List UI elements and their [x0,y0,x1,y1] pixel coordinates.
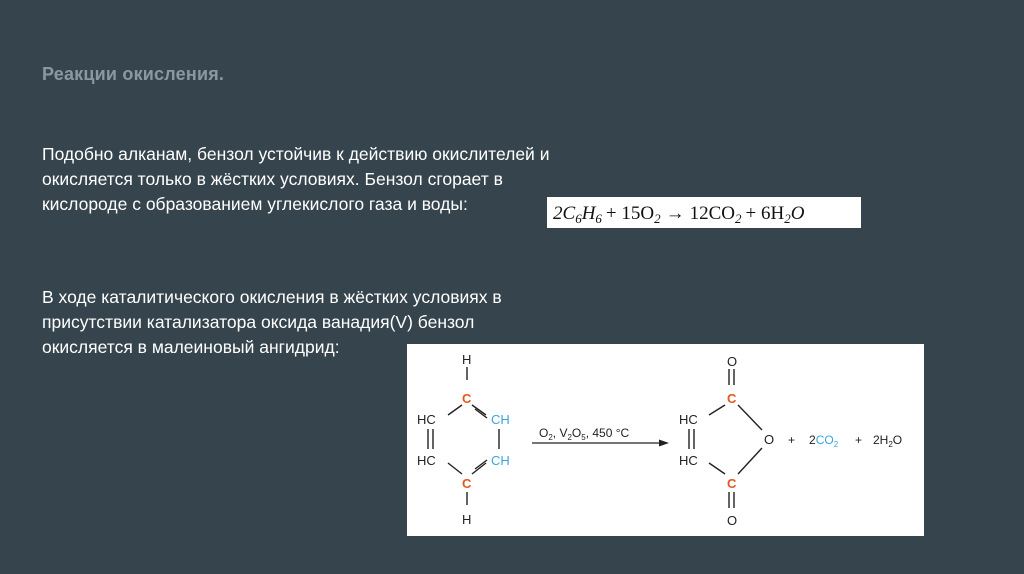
atom-ch: CH [491,453,510,468]
conditions-text [539,426,630,442]
reaction-scheme-svg [407,344,924,536]
eq-sub: 2 [784,211,791,226]
atom-h: H [462,352,472,367]
co2-formula: CO [815,433,834,447]
reaction-arrow-head [659,440,669,447]
atom-ch: CH [491,412,510,427]
bond [472,405,486,415]
maleic-anhydride-structure [689,369,762,508]
atom-c: C [727,476,737,491]
products [788,433,902,449]
atom-c: C [727,391,737,406]
eq-part: + 15O [605,203,655,224]
paragraph-line: присутствии катализатора оксида ванадия(V) бензол [42,312,475,332]
plus-sign: + [788,433,796,447]
bond [448,463,462,474]
atom-o: O [727,354,738,369]
cond-part: O [571,426,582,440]
eq-sub: 2 [735,211,742,226]
co2-coef: 2 [809,433,816,447]
paragraph-line: кислороде с образованием углекислого газа и воды: [42,194,468,214]
atom-hc: HC [417,453,436,468]
cond-part: , 450 °C [585,426,630,440]
eq-arrow: → [665,203,685,224]
co2-product [809,433,839,449]
reaction-scheme [407,344,924,536]
eq-sub: 2 [654,211,661,226]
bond [472,463,486,474]
equation-text [553,203,805,226]
reaction-conditions [532,426,669,447]
bond [448,405,462,415]
atom-hc: HC [417,412,436,427]
bond [738,448,762,474]
h2o-product [873,433,902,449]
atom-o: O [727,513,738,528]
benzene-atoms [417,352,510,527]
eq-part: 2C [553,203,576,224]
atom-c: C [462,476,472,491]
eq-part: 12CO [689,203,736,224]
maleic-anhydride-atoms [679,354,774,528]
eq-part: + 6H [745,203,785,224]
cond-sub: 2 [567,433,572,442]
atom-hc: HC [679,412,698,427]
cond-part: O [539,426,549,440]
combustion-equation [547,197,861,228]
eq-part: O [790,203,805,224]
atom-hc: HC [679,453,698,468]
plus-sign: + [855,433,863,447]
bond [709,463,725,474]
cond-sub: 2 [548,433,553,442]
h2o-sub: 2 [888,440,893,449]
eq-part: H [581,203,596,224]
eq-sub: 6 [595,211,602,226]
paragraph-line: окисляется только в жёстких условиях. Бензол сгорает в [42,169,503,189]
bond [475,409,487,418]
paragraph-line: Подобно алканам, бензол устойчив к действию окислителей и [42,144,550,164]
h2o-o: O [892,433,903,447]
equation-svg [547,197,861,228]
co2-sub: 2 [833,440,839,449]
atom-h: H [462,512,472,527]
eq-sub: 6 [575,211,582,226]
atom-o: O [764,432,775,447]
cond-part: , V [552,426,568,440]
h2o-h: 2H [873,433,889,447]
cond-sub: 5 [581,433,586,442]
paragraph-line: В ходе каталитического окисления в жёстких условиях в [42,287,502,307]
atom-c: C [462,391,472,406]
bond [738,405,762,430]
bond [709,405,725,415]
paragraph-line: окисляется в малеиновый ангидрид: [42,337,340,357]
slide-title: Реакции окисления. [42,64,225,84]
